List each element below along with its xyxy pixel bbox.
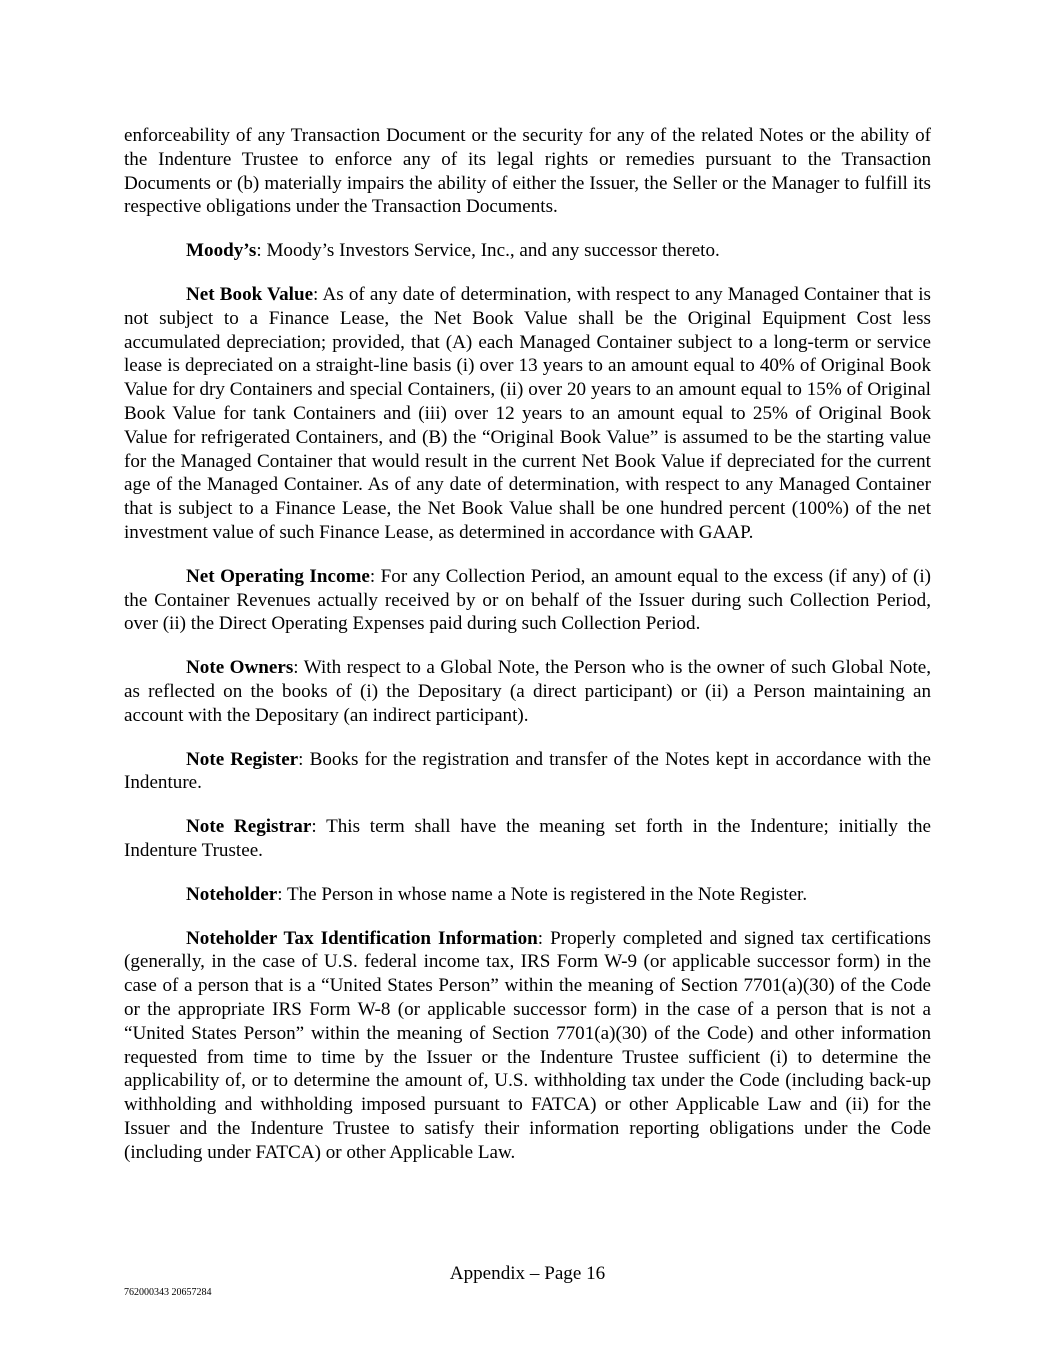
page-number: Appendix – Page 16 xyxy=(449,1263,606,1284)
definition-text: : With respect to a Global Note, the Person who is the owner of such Global Note, as reflected on the books of (i) the Depositary (a direct participant) or (ii) a Person maintaining an account with the Depositary (an indirect participant). xyxy=(124,657,931,726)
definition-text: : As of any date of determination, with respect to any Managed Container that is not subject to a Finance Lease, the Net Book Value shall be the Original Equipment Cost less accumulated depreciation; provided, that (A) each Managed Container subject to a long-term or service lease is depreciated on a straight-line basis (i) over 13 years to an amount equal to 40% of Original Book Value for dry Containers and special Containers, (ii) over 20 years to an amount equal to 15% of Original Book Value for tank Containers and (iii) over 12 years to an amount equal to 25% of Original Book Value for refrigerated Containers, and (B) the “Original Book Value” is assumed to be the starting value for the Managed Container that would result in the current Net Book Value if depreciated for the current age of the Managed Container. As of any date of determination, with respect to any Managed Container that is subject to a Finance Lease, the Net Book Value shall be one hundred percent (100%) of the net investment value of such Finance Lease, as determined in accordance with GAAP. xyxy=(124,283,931,543)
definition-net-book-value xyxy=(124,283,931,545)
definition-noteholder xyxy=(124,883,931,907)
definition-text: : Moody’s Investors Service, Inc., and any successor thereto. xyxy=(256,240,720,262)
document-id: 762000343 20657284 xyxy=(124,1287,212,1298)
document-body xyxy=(124,124,931,1184)
definition-term: Note Registrar xyxy=(186,816,312,838)
definition-term: Note Register xyxy=(186,748,299,770)
definition-term: Net Operating Income xyxy=(186,565,370,587)
definition-note-register xyxy=(124,748,931,796)
definition-text: : Properly completed and signed tax certifications (generally, in the case of U.S. federal income tax, IRS Form W-9 (or applicable successor form) in the case of a person that is a “United States Person” within the meaning of Section 7701(a)(30) of the Code or the appropriate IRS Form W-8 (or applicable successor form) in the case of a person that is not a “United States Person” within the meaning of Section 7701(a)(30) of the Code) and other information requested from time to time by the Issuer or the Indenture Trustee sufficient (i) to determine the applicability of, or to determine the amount of, U.S. withholding tax under the Code (including back-up withholding and withholding imposed pursuant to FATCA) or other Applicable Law and (ii) for the Issuer and the Indenture Trustee to satisfy their information reporting obligations under the Code (including under FATCA) or other Applicable Law. xyxy=(124,927,931,1163)
definition-text: : The Person in whose name a Note is registered in the Note Register. xyxy=(277,883,808,905)
definition-moodys xyxy=(124,239,931,263)
definition-text: : This term shall have the meaning set forth in the Indenture; initially the Indenture Trustee. xyxy=(124,816,932,861)
definition-term: Noteholder xyxy=(186,883,278,905)
definition-term: Moody’s xyxy=(186,240,257,262)
definition-noteholder-tax-identification-information xyxy=(124,927,931,1165)
definition-note-owners xyxy=(124,656,931,727)
definition-term: Net Book Value xyxy=(186,283,314,305)
definition-net-operating-income xyxy=(124,565,931,636)
definition-text: : For any Collection Period, an amount equal to the excess (if any) of (i) the Container Revenues actually received by or on behalf of the Issuer during such Collection Period, over (ii) the Direct Operating Expenses paid during such Collection Period. xyxy=(124,565,931,635)
intro-paragraph: enforceability of any Transaction Document or the security for any of the related Notes or the ability of the Indenture Trustee to enforce any of its legal rights or remedies pursuant to the Transaction Documents or (b) materially impairs the ability of either the Issuer, the Seller or the Manager to fulfill its respective obligations under the Transaction Documents. xyxy=(124,125,931,218)
definition-term: Note Owners xyxy=(186,657,294,679)
definition-note-registrar xyxy=(124,815,931,863)
definition-term: Noteholder Tax Identification Information xyxy=(186,927,538,949)
definition-text: : Books for the registration and transfer of the Notes kept in accordance with the Indenture. xyxy=(124,748,932,794)
